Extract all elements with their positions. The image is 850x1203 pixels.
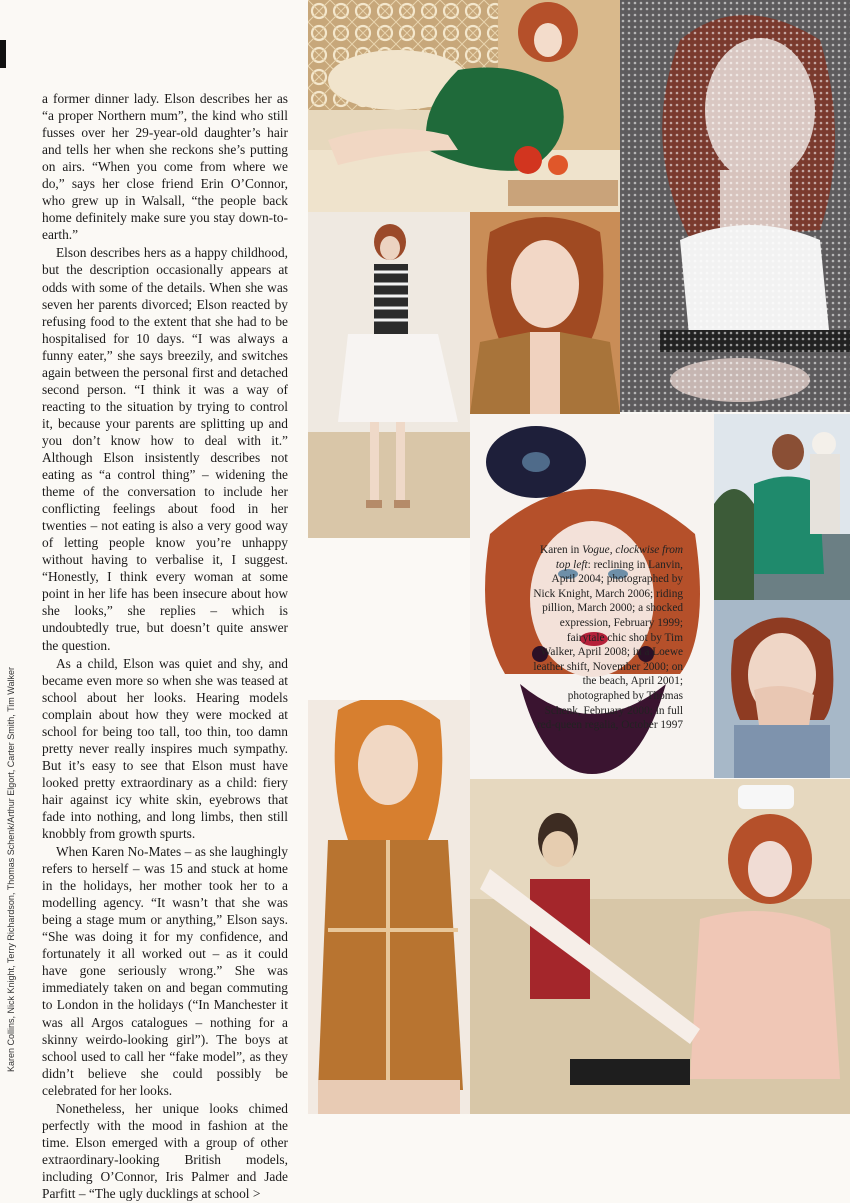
- caption-body: : reclining in Lanvin, April 2004; photographed by Nick Knight, March 2006; riding pillion, March 2000; a shocked expression, February 1999; fairytale chic shot by Tim Walker, April 2008; in a Loewe leather shift, November 2000; on the beach, April 2001; photographed by Thomas Schenk, February 2000; in full red-queen regalia, October 1997: [533, 558, 683, 732]
- photo-riding-couple: [714, 414, 850, 600]
- photo-nick-knight: [620, 0, 850, 412]
- photo-credits: Karen Collins, Nick Knight, Terry Richardson, Thomas Schenk/Arthur Elgort, Carter Smith, Tim Walker: [6, 667, 16, 1072]
- photo-riding-pillion: [470, 212, 620, 414]
- article-paragraph: When Karen No-Mates – as she laughingly refers to herself – was 15 and stuck at home in the holidays, her mother took her to a modelling agency. “It wasn’t that she was being a stage mum or anything,” Elson says. “She was doing it for my confidence, and fortunately it all worked out – as it could have gone seriously wrong.” She was immediately taken on and began commuting to London in the holidays (“In Manchester it was all Argos catalogues – nothing for a skinny weirdo-looking girl”). The boys at school used to call her “fake model”, as they didn’t believe she could possibly be celebrated for her looks.: [42, 844, 288, 1098]
- photo-loewe-leather-shift: [308, 700, 470, 1114]
- article-paragraph: Elson describes hers as a happy childhood, but the description occasionally appears at odds with some of the details. When she was seven her parents divorced; Elson reacted by refusing food to the extent that she had to be hospitalised for 10 days. “I was always a funny eater,” she says breezily, and switches again between the personal first and detached second person. “I think it was a way of reacting to the situation by trying to control it, because your parents are splitting up and you don’t know how to deal with it.” Although Elson insistently describes not eating as “a control thing” – widening the theme of the conversation to include her conflicting feelings about food in her twenties – not eating is also a very good way of letting people know you’re unhappy without having to verbalise it, I suggest. “Honestly, I think every woman at some point in her life has been insecure about how she looks,” she replies – which is undoubtedly true, but doesn’t quite answer the question.: [42, 245, 288, 653]
- photo-on-the-beach: [308, 212, 470, 538]
- photo-fairytale-chic: [470, 779, 850, 1114]
- photo-reclining-lanvin: [308, 0, 620, 212]
- photo-shocked-expression: [714, 600, 850, 778]
- page-edge-mark: [0, 40, 6, 68]
- article-paragraph: a former dinner lady. Elson describes her as “a proper Northern mum”, the kind who still fusses over her 29-year-old daughter’s hair and tells her when she reckons she’s putting on airs. “When you come from where we do,” says her close friend Erin O’Connor, who grew up in Walsall, “the people back home definitely make sure you stay down-to-earth.”: [42, 91, 288, 243]
- caption-lead: Karen in: [540, 544, 583, 556]
- caption-direction: , clockwise from top left: [555, 544, 683, 571]
- article-paragraph: As a child, Elson was quiet and shy, and became even more so when she was teased at school about her looks. Hearing models complain about how they were mocked at school for being too tall, too thin, too damn pretty never really inspires much sympathy. But it’s easy to see that Elson must have looked pretty extraordinary as a child: fiery hair against icy white skin, eyebrows that fade into nothing, and long limbs, then still knobbly from growth spurts.: [42, 655, 288, 842]
- photo-caption: [533, 543, 683, 733]
- article-column: [42, 90, 288, 1203]
- caption-magazine: Vogue: [582, 544, 610, 556]
- article-paragraph: Nonetheless, her unique looks chimed perfectly with the mood in fashion at the time. Elson emerged with a group of other extraordinary-looking British models, including O’Connor, Iris Palmer and Jade Parfitt – “The ugly ducklings at school >: [42, 1100, 288, 1201]
